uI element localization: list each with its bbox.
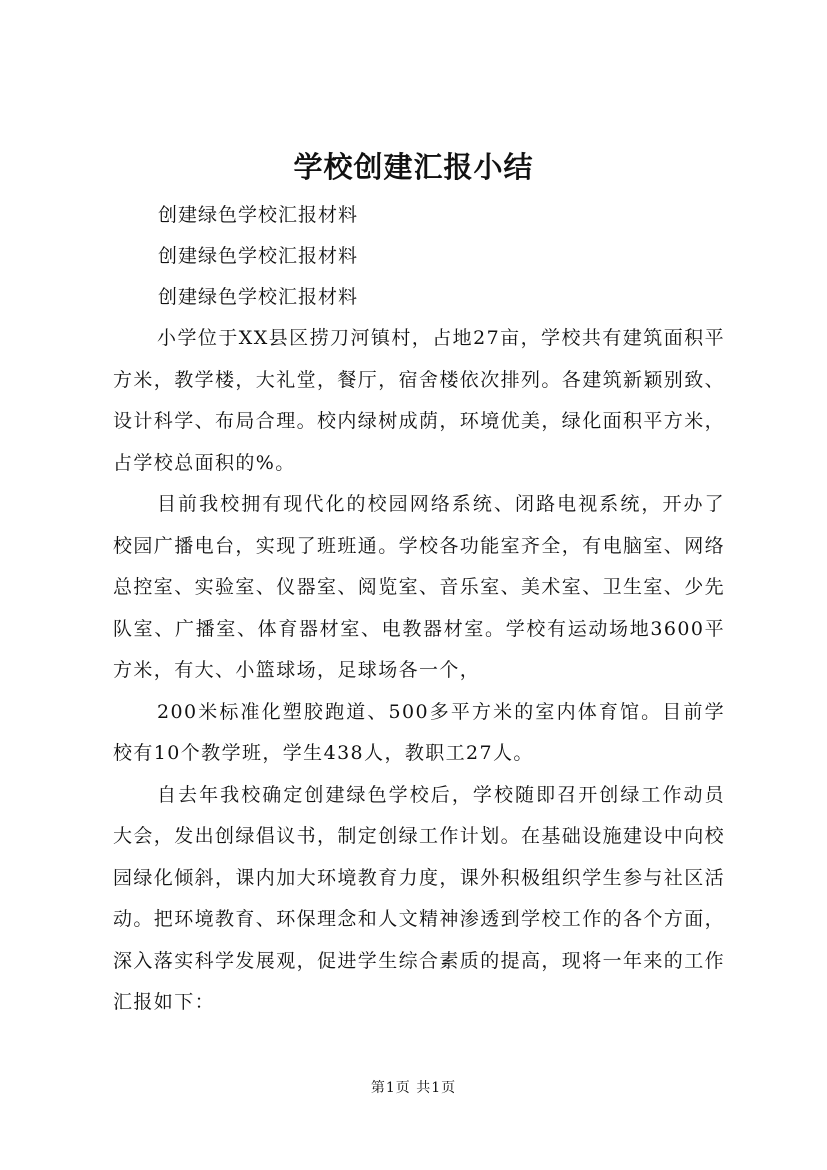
subtitle-line: 创建绿色学校汇报材料 (158, 245, 359, 267)
paragraph-facilities: 目前我校拥有现代化的校园网络系统、闭路电视系统，开办了校园广播电台，实现了班班通。学校各功能室齐全，有电脑室、网络总控室、实验室、仪器室、阅览室、音乐室、美术室、卫生室、少先队室、广播室、体育器材室、电教器材室。学校有运动场地3600平方米，有大、小篮球场，足球场各一个， (113, 493, 726, 681)
subtitle-block (158, 195, 758, 318)
subtitle-line: 创建绿色学校汇报材料 (158, 286, 359, 308)
page-footer: 第1页 共1页 (370, 1080, 457, 1096)
document-title: 学校创建汇报小结 (293, 150, 534, 184)
document-body (113, 318, 725, 1024)
subtitle-line: 创建绿色学校汇报材料 (158, 204, 359, 226)
paragraph-scale: 200米标准化塑胶跑道、500多平方米的室内体育馆。目前学校有10个教学班，学生438人，教职工27人。 (113, 700, 725, 764)
paragraph-campus-overview: 小学位于XX县区捞刀河镇村，占地27亩，学校共有建筑面积平方米，教学楼，大礼堂，餐厅，宿舍楼依次排列。各建筑新颖别致、设计科学、布局合理。校内绿树成荫，环境优美，绿化面积平方米，占学校总面积的%。 (113, 327, 726, 474)
paragraph-green-school-work: 自去年我校确定创建绿色学校后，学校随即召开创绿工作动员大会，发出创绿倡议书，制定创绿工作计划。在基础设施建设中向校园绿化倾斜，课内加大环境教育力度，课外积极组织学生参与社区活动。把环境教育、环保理念和人文精神渗透到学校工作的各个方面，深入落实科学发展观，促进学生综合素质的提高，现将一年来的工作汇报如下： (113, 783, 726, 1013)
